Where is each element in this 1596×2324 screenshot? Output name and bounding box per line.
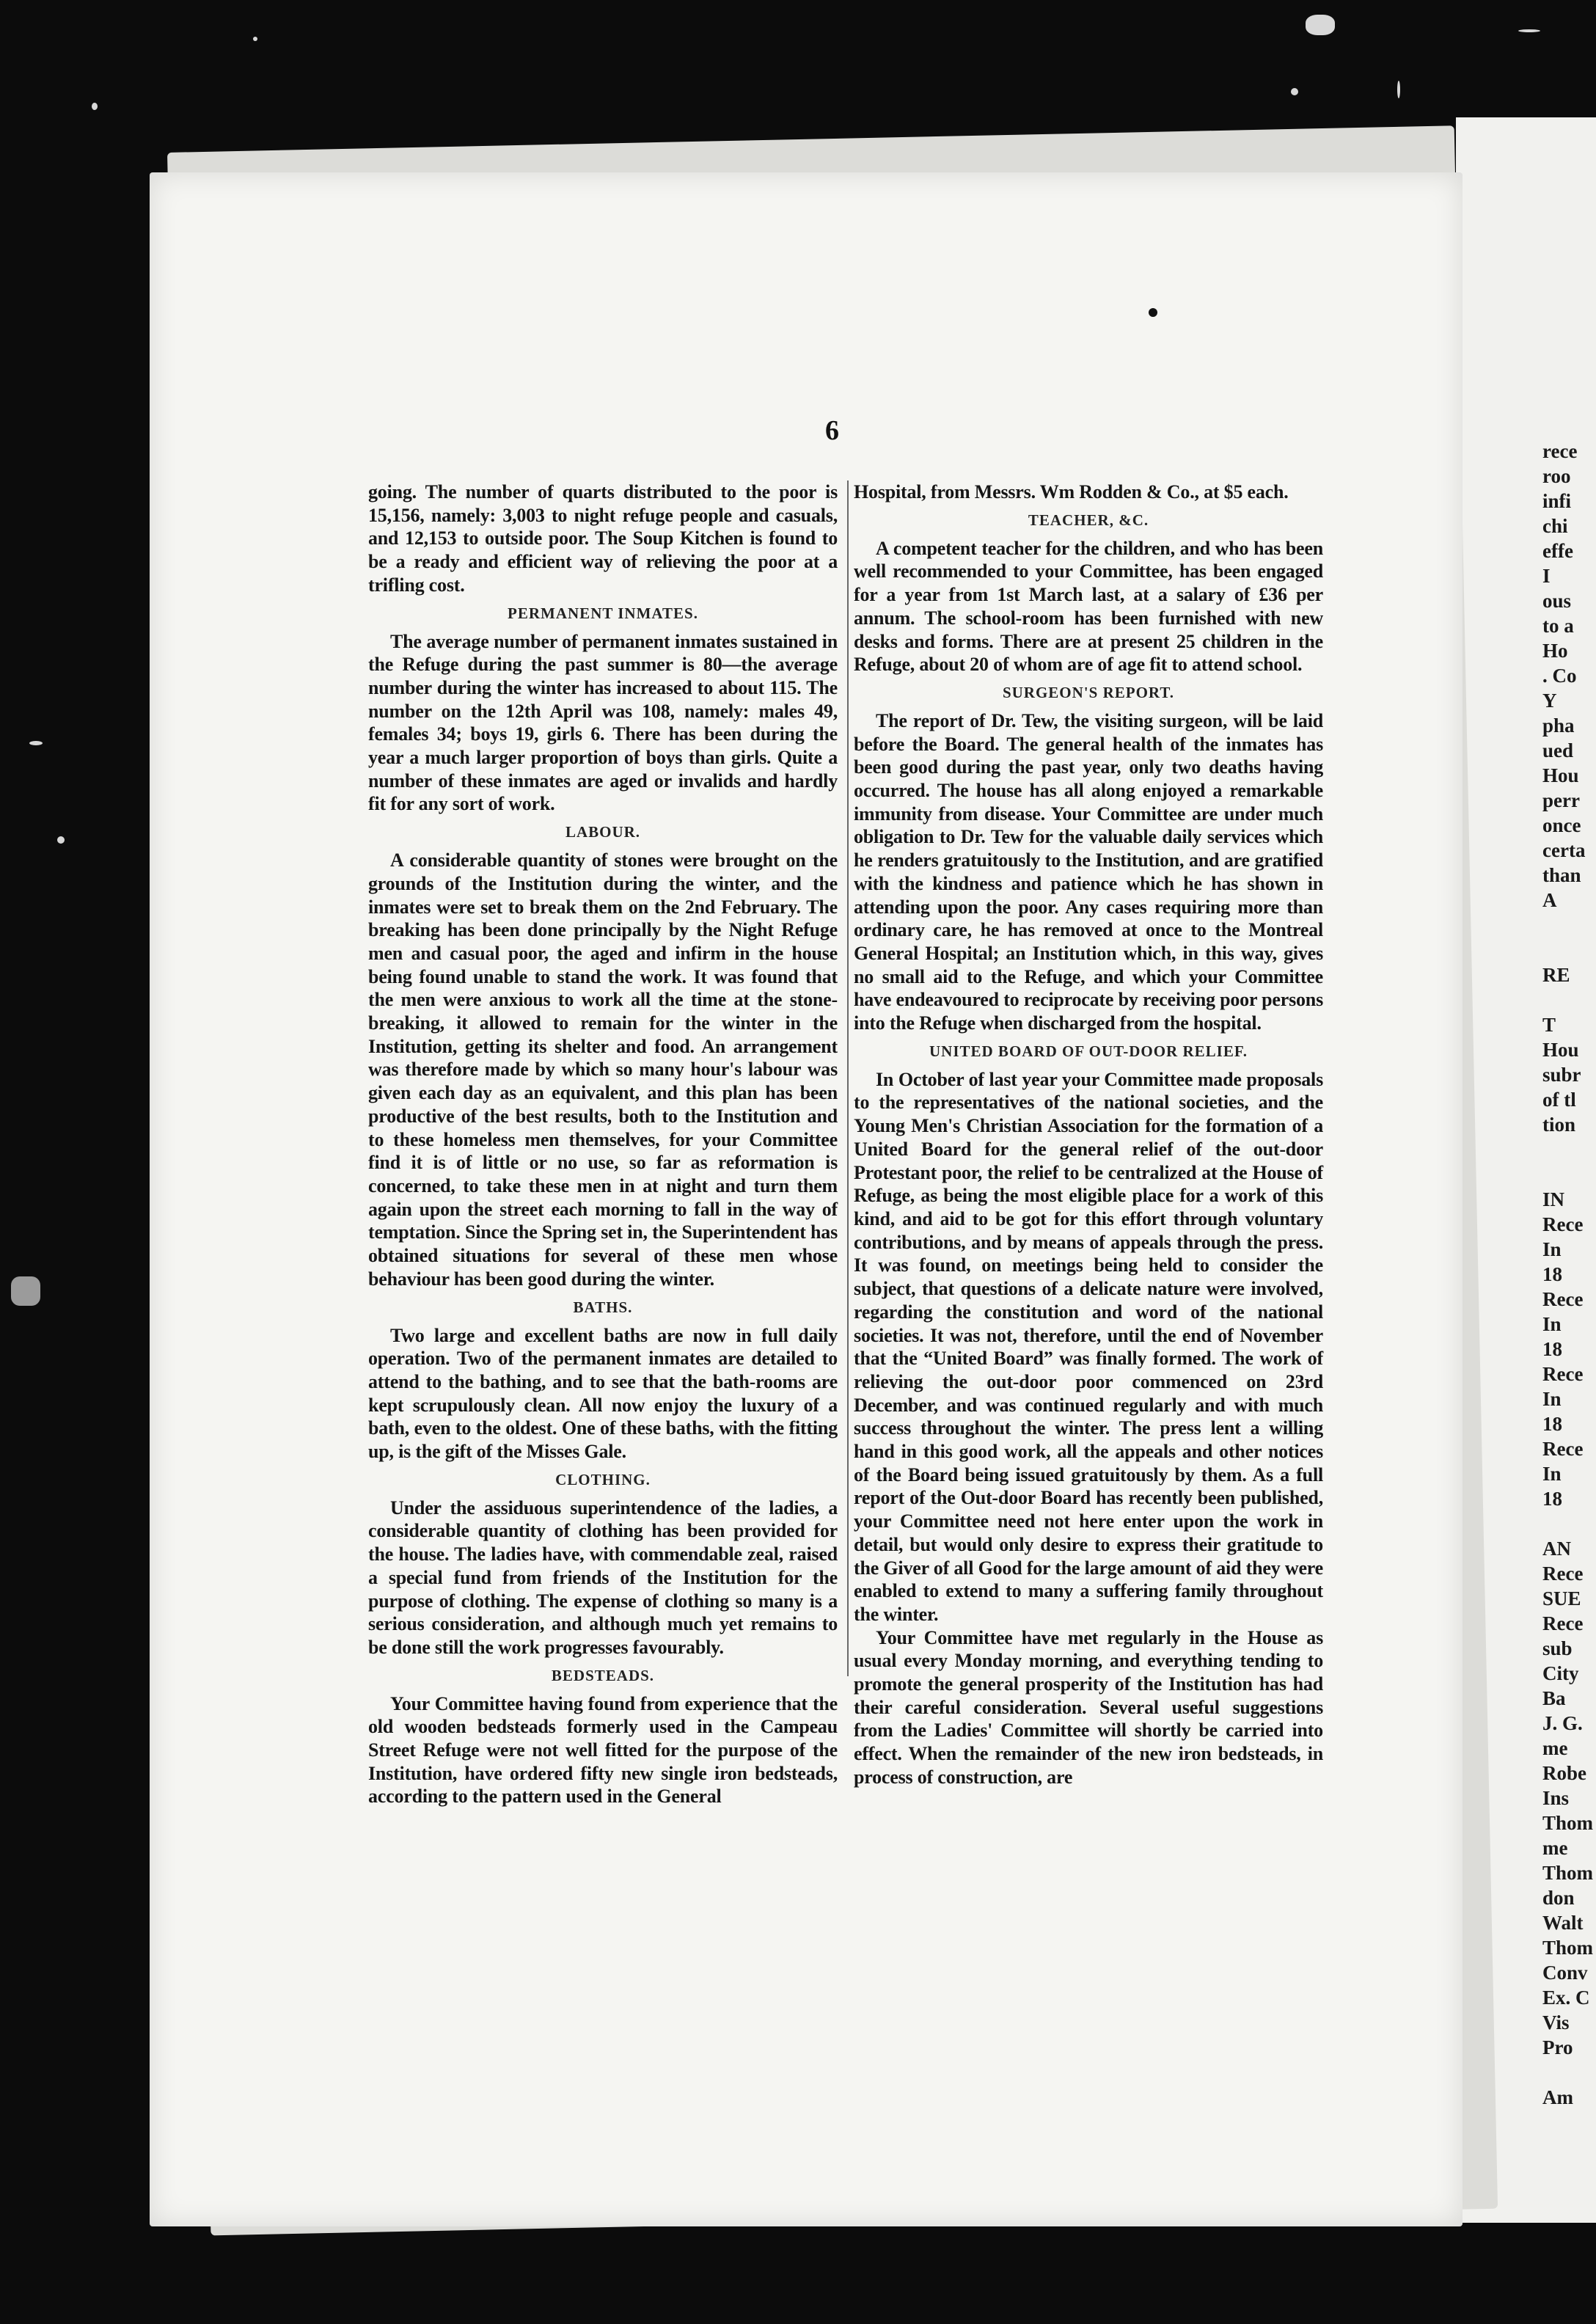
section-heading: BEDSTEADS. <box>551 1666 655 1684</box>
adjacent-page-text-fragment: Ins <box>1542 1787 1570 1809</box>
adjacent-page-text-fragment: Hou <box>1542 1039 1579 1061</box>
page-number: 6 <box>825 415 839 446</box>
ink-dot <box>1149 308 1157 317</box>
adjacent-page-text-fragment: perr <box>1542 789 1580 811</box>
dust-speck <box>57 836 65 844</box>
paragraph: Your Committee having found from experience that the old wooden bedsteads formerly used in the Campeau Street Refuge were not well fitted for the purpose of the Institution, have ordered fifty new single iron bedsteads, according to the pattern used in the General <box>368 1692 838 1808</box>
adjacent-page-text-fragment: SUE <box>1542 1587 1581 1609</box>
dust-speck <box>253 37 257 41</box>
right-column <box>854 480 1323 1789</box>
adjacent-page-text-fragment: Thom <box>1542 1812 1594 1834</box>
adjacent-page-text-fragment: Conv <box>1542 1962 1588 1984</box>
adjacent-page-text-fragment: rece <box>1542 440 1578 462</box>
adjacent-page-text-fragment: Rece <box>1542 1563 1584 1585</box>
adjacent-page-text-fragment: Am <box>1542 2086 1573 2108</box>
adjacent-page-text-fragment: Hou <box>1542 764 1579 786</box>
section-heading: TEACHER, &C. <box>1028 511 1149 529</box>
adjacent-page-text-fragment: AN <box>1542 1538 1571 1560</box>
dust-speck <box>1518 29 1540 32</box>
adjacent-page-text-fragment: me <box>1542 1837 1568 1859</box>
adjacent-page-text-fragment: IN <box>1542 1188 1565 1210</box>
adjacent-page-text-fragment: Rece <box>1542 1438 1584 1460</box>
adjacent-page-text-fragment: ued <box>1542 739 1574 761</box>
adjacent-page-text-fragment: . Co <box>1542 665 1577 687</box>
adjacent-page-text-fragment: Walt <box>1542 1912 1584 1934</box>
dust-speck <box>1291 88 1298 95</box>
adjacent-page-text-fragment: In <box>1542 1313 1562 1335</box>
adjacent-page-text-fragment: tion <box>1542 1114 1576 1136</box>
adjacent-page-text-fragment: Ba <box>1542 1687 1566 1709</box>
adjacent-page-text-fragment: Thom <box>1542 1862 1594 1884</box>
adjacent-page-text-fragment: Rece <box>1542 1612 1584 1634</box>
adjacent-page-text-fragment: I <box>1542 565 1551 587</box>
adjacent-page-text-fragment: 18 <box>1542 1338 1562 1360</box>
adjacent-page-text-fragment: 18 <box>1542 1488 1562 1510</box>
paragraph: Your Committee have met regularly in the House as usual every Monday morning, and everything tending to promote the general prosperity of the Institution has had their careful consideration. Several useful suggestions from the Ladies' Committee will shortly be carried into effect. When the remainder of the new iron bedsteads, in process of construction, are <box>854 1626 1323 1788</box>
adjacent-page-text-fragment: 18 <box>1542 1413 1562 1435</box>
section-heading: LABOUR. <box>565 823 641 841</box>
dust-speck <box>92 103 98 110</box>
adjacent-page-text-fragment: In <box>1542 1463 1562 1485</box>
paragraph: The average number of permanent inmates sustained in the Refuge during the past summer is 80—the average number during the winter has increased to about 115. The number on the 12th April was 108, namely: males 49, females 34; boys 19, girls 6. There has been during the year a much larger proportion of boys than girls. Quite a number of these inmates are aged or invalids and hardly fit for any sort of work. <box>368 630 838 815</box>
adjacent-page-text-fragment: subr <box>1542 1064 1581 1086</box>
adjacent-page-text-fragment: J. G. <box>1542 1712 1583 1734</box>
adjacent-page-text-fragment: In <box>1542 1238 1562 1260</box>
adjacent-page-text-fragment: Vis <box>1542 2011 1570 2034</box>
section-heading: PERMANENT INMATES. <box>508 604 698 622</box>
adjacent-page-text-fragment: City <box>1542 1662 1579 1684</box>
dust-speck <box>11 1276 40 1306</box>
adjacent-page-text-fragment: Rece <box>1542 1213 1584 1235</box>
paragraph: Hospital, from Messrs. Wm Rodden & Co., at $5 each. <box>854 481 1289 503</box>
adjacent-page-text-fragment: In <box>1542 1388 1562 1410</box>
paragraph: The report of Dr. Tew, the visiting surgeon, will be laid before the Board. The general health of the inmates has been good during the past year, only two deaths having occurred. The house has all along enjoyed a remarkable immunity from disease. Your Committee are under much obligation to Dr. Tew for the valuable daily services which he renders gratuitously to the Institution, and are gratified with the kindness and patience which he has shown in attending upon the poor. Any cases requiring more than ordinary care, he has removed at once to the Montreal General Hospital; an Institution which, in this way, gives no small aid to the Refuge, and which your Committee have endeavoured to reciprocate by receiving poor persons into the Refuge when discharged from the hospital. <box>854 709 1323 1034</box>
adjacent-page-text-fragment: once <box>1542 814 1581 836</box>
section-heading: SURGEON'S REPORT. <box>1002 683 1175 701</box>
adjacent-page-text-fragment: effe <box>1542 540 1573 562</box>
adjacent-page-text-fragment: sub <box>1542 1637 1573 1659</box>
adjacent-page-text-fragment: ous <box>1542 590 1572 612</box>
adjacent-page-text-fragment: Ho <box>1542 640 1568 662</box>
paragraph: Two large and excellent baths are now in full daily operation. Two of the permanent inmates are detailed to attend to the bathing, and to see that the bath-rooms are kept scrupulously clean. All now enjoy the luxury of a bath, even to the oldest. One of these baths, with the fitting up, is the gift of the Misses Gale. <box>368 1324 838 1463</box>
adjacent-page-text-fragment: infi <box>1542 490 1572 512</box>
adjacent-page-text-fragment: certa <box>1542 839 1586 861</box>
section-heading: UNITED BOARD OF OUT-DOOR RELIEF. <box>929 1042 1248 1060</box>
adjacent-page-text-fragment: pha <box>1542 715 1575 737</box>
adjacent-page-text-fragment: A <box>1542 889 1557 911</box>
adjacent-page-text-fragment: RE <box>1542 964 1570 986</box>
left-column <box>368 480 838 1808</box>
adjacent-page-text-fragment: Rece <box>1542 1288 1584 1310</box>
adjacent-page-text-fragment: Y <box>1542 690 1557 712</box>
adjacent-page-text-fragment: Thom <box>1542 1937 1594 1959</box>
adjacent-page-text-fragment: Rece <box>1542 1363 1584 1385</box>
adjacent-page-text-fragment: chi <box>1542 515 1568 537</box>
adjacent-page-text-fragment: T <box>1542 1014 1556 1036</box>
dust-speck <box>29 741 43 745</box>
paragraph: going. The number of quarts distributed to the poor is 15,156, namely: 3,003 to night refuge people and casuals, and 12,153 to outside poor. The Soup Kitchen is found to be a ready and efficient way of relieving the poor at a trifling cost. <box>368 481 838 596</box>
section-heading: BATHS. <box>573 1298 633 1316</box>
section-heading: CLOTHING. <box>555 1470 651 1488</box>
adjacent-page-text-fragment: 18 <box>1542 1263 1562 1285</box>
adjacent-page-text-fragment: Ex. C <box>1542 1987 1590 2009</box>
adjacent-page-text-fragment: roo <box>1542 465 1571 487</box>
paragraph: In October of last year your Committee made proposals to the representatives of the national societies, and the Young Men's Christian Association for the formation of a United Board for the general relief of the out-door Protestant poor, the relief to be centralized at the House of Refuge, as being the most eligible place for a work of this kind, and aid to be got for this effort through voluntary contributions, and by means of appeals through the press. It was found, on meetings being held to consider the subject, that questions of a delicate nature were involved, regarding the constitution and word of the national societies. It was not, therefore, until the end of November that the “United Board” was finally formed. The work of relieving the out-door poor commenced on 23rd December, and was continued regularly and with much success throughout the winter. The press lent a willing hand in this good work, all the appeals and other notices of the Board being issued gratuitously by them. As a full report of the Out-door Board has recently been published, your Committee need not here enter upon the work in detail, but would only desire to express their gratitude to the Giver of all Good for the large amount of aid they were enabled to extend to many a suffering family throughout the winter. <box>854 1068 1323 1625</box>
dust-speck <box>1397 81 1400 98</box>
column-rule <box>847 480 849 1676</box>
adjacent-page-text-fragment: than <box>1542 864 1581 886</box>
adjacent-page-text-fragment: Robe <box>1542 1762 1586 1784</box>
adjacent-page-text-fragment: Pro <box>1542 2036 1573 2058</box>
adjacent-page-text-fragment: don <box>1542 1887 1575 1909</box>
adjacent-page-text-fragment: me <box>1542 1737 1568 1759</box>
paragraph: A competent teacher for the children, and who has been well recommended to your Committee, has been engaged for a year from 1st March last, at a salary of £36 per annum. The school-room has been furnished with new desks and forms. There are at present 25 children in the Refuge, about 20 of whom are of age fit to attend school. <box>854 537 1323 676</box>
dust-speck <box>1306 15 1335 35</box>
paragraph: Under the assiduous superintendence of the ladies, a considerable quantity of clothing has been provided for the house. The ladies have, with commendable zeal, raised a special fund from friends of the Institution for the purpose of clothing. The expense of clothing so many is a serious consideration, and although much yet remains to be done still the work progresses favourably. <box>368 1497 838 1658</box>
adjacent-page-text-fragment: of tl <box>1542 1089 1576 1111</box>
paragraph: A considerable quantity of stones were brought on the grounds of the Institution during the winter, and the inmates were set to break them on the 2nd February. The breaking has been done principally by the Night Refuge men and casual poor, the aged and infirm in the house being found unable to stand the work. It was found that the men were anxious to work all the time at the stone-breaking, it allowed to remain for the winter in the Institution, getting its shelter and food. An arrangement was therefore made by which so many hour's labour was given each day as an equivalent, and this plan has been productive of the best results, both to the Institution and to these homeless men themselves, for your Committee find it is of little or no use, so far as reformation is concerned, to take these men in at night and turn them again upon the street each morning to fall in the way of temptation. Since the Spring set in, the Superintendent has obtained situations for several of these men whose behaviour has been good during the winter. <box>368 849 838 1290</box>
adjacent-page-text-fragment: to a <box>1542 615 1574 637</box>
